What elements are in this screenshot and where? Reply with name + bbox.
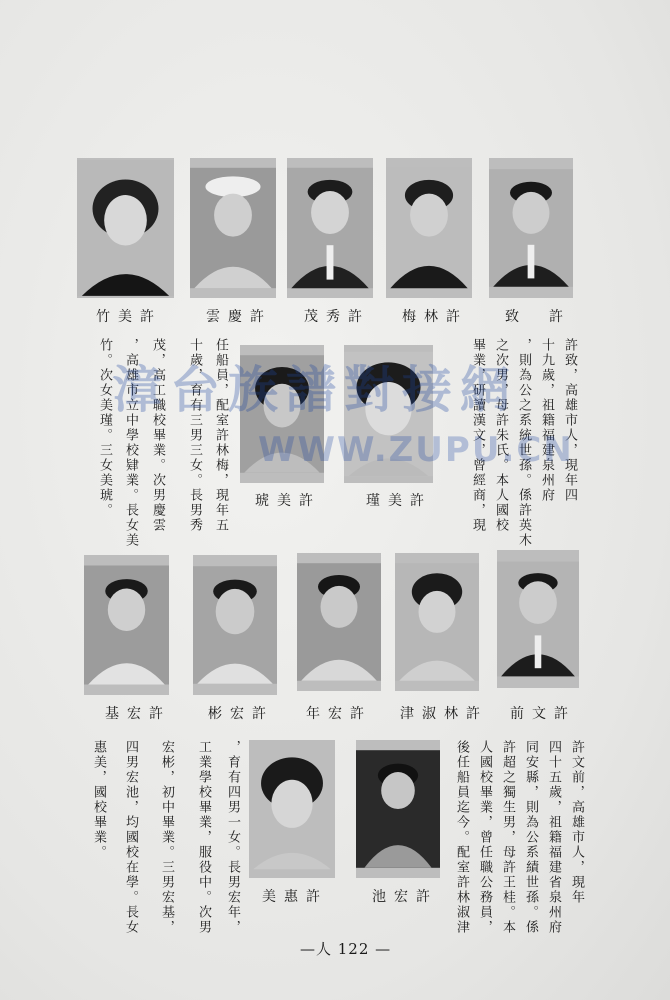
bio-line-2-5: 人國校畢業，曾任職公務員， bbox=[477, 740, 492, 935]
bio-line-1-3: ，則為公之系統世孫。係許英木 bbox=[516, 338, 531, 548]
caption-row3-5: 前文許 bbox=[510, 706, 576, 722]
bio-line-2-1: 許文前，高雄市人，現年 bbox=[569, 740, 584, 905]
page-number: —人 122 — bbox=[300, 940, 392, 958]
bio-line-1-2: 十九歲，祖籍福建泉州府 bbox=[539, 338, 554, 503]
portrait-photo-4 bbox=[386, 158, 472, 298]
portrait-photo-9 bbox=[193, 555, 277, 695]
bio-line-1-9: ，高雄市立中學校肄業。長女美 bbox=[123, 338, 138, 548]
bio-line-1-1: 許致，高雄市人，現年四 bbox=[562, 338, 577, 503]
caption-row1-1: 竹美許 bbox=[96, 309, 162, 325]
bio-line-2-8: 工業學校畢業，服役中。次男 bbox=[196, 740, 211, 935]
caption-row3-2: 彬宏許 bbox=[208, 706, 274, 722]
portrait-photo-12 bbox=[497, 550, 579, 688]
portrait-photo-3 bbox=[287, 158, 373, 298]
caption-row3-3: 年宏許 bbox=[306, 706, 372, 722]
caption-row1-3: 茂秀許 bbox=[304, 309, 370, 325]
caption-row1-2: 雲慶許 bbox=[206, 309, 272, 325]
bio-line-2-4: 許超之獨生男，母許王桂。本 bbox=[500, 740, 515, 935]
bio-line-2-6: 後任船員迄今。配室許林淑津 bbox=[454, 740, 469, 935]
caption-row1-5: 致 許 bbox=[505, 309, 571, 325]
caption-row1-4: 梅林許 bbox=[402, 309, 468, 325]
bio-line-2-11: 惠美，國校畢業。 bbox=[91, 740, 106, 860]
portrait-photo-1 bbox=[77, 158, 174, 298]
portrait-photo-13 bbox=[249, 740, 335, 878]
caption-row3-1: 基宏許 bbox=[105, 706, 171, 722]
portrait-photo-2 bbox=[190, 158, 276, 298]
watermark-text: 漳台族譜對接網 bbox=[112, 361, 518, 419]
bio-line-1-6: 任船員，配室許林梅，現年五 bbox=[213, 338, 228, 533]
caption-row4-1: 美惠許 bbox=[262, 889, 328, 905]
bio-line-1-7: 十歲，育有三男三女。長男秀 bbox=[187, 338, 202, 533]
portrait-photo-11 bbox=[395, 553, 479, 691]
bio-line-2-10: 四男宏池，均國校在學。長女 bbox=[123, 740, 138, 935]
portrait-photo-8 bbox=[84, 555, 169, 695]
portrait-photo-14 bbox=[356, 740, 440, 878]
caption-row2-2: 瑾美許 bbox=[366, 493, 432, 509]
bio-line-1-8: 茂，高工職校畢業。次男慶雲 bbox=[150, 338, 165, 533]
caption-row2-1: 琥美許 bbox=[255, 493, 321, 509]
bio-line-2-3: 同安縣，則為公系績世孫。係 bbox=[523, 740, 538, 935]
portrait-photo-5 bbox=[489, 158, 573, 298]
caption-row4-2: 池宏許 bbox=[372, 889, 438, 905]
bio-line-1-10: 竹。次女美瑾。三女美琥。 bbox=[97, 338, 112, 518]
watermark-url: WWW.ZUPU.CN bbox=[258, 430, 574, 470]
caption-row3-4: 津淑林許 bbox=[400, 706, 488, 722]
bio-line-2-9: 宏彬，初中畢業。三男宏基， bbox=[159, 740, 174, 935]
portrait-photo-10 bbox=[297, 553, 381, 691]
bio-line-2-7: ，育有四男一女。長男宏年， bbox=[225, 740, 240, 935]
bio-line-2-2: 四十五歲，祖籍福建省泉州府 bbox=[546, 740, 561, 935]
bio-line-1-4: 之次男，母許朱氏。本人國校 bbox=[493, 338, 508, 533]
bio-line-1-5: 畢業，研讀漢文，曾經商，現 bbox=[470, 338, 485, 533]
